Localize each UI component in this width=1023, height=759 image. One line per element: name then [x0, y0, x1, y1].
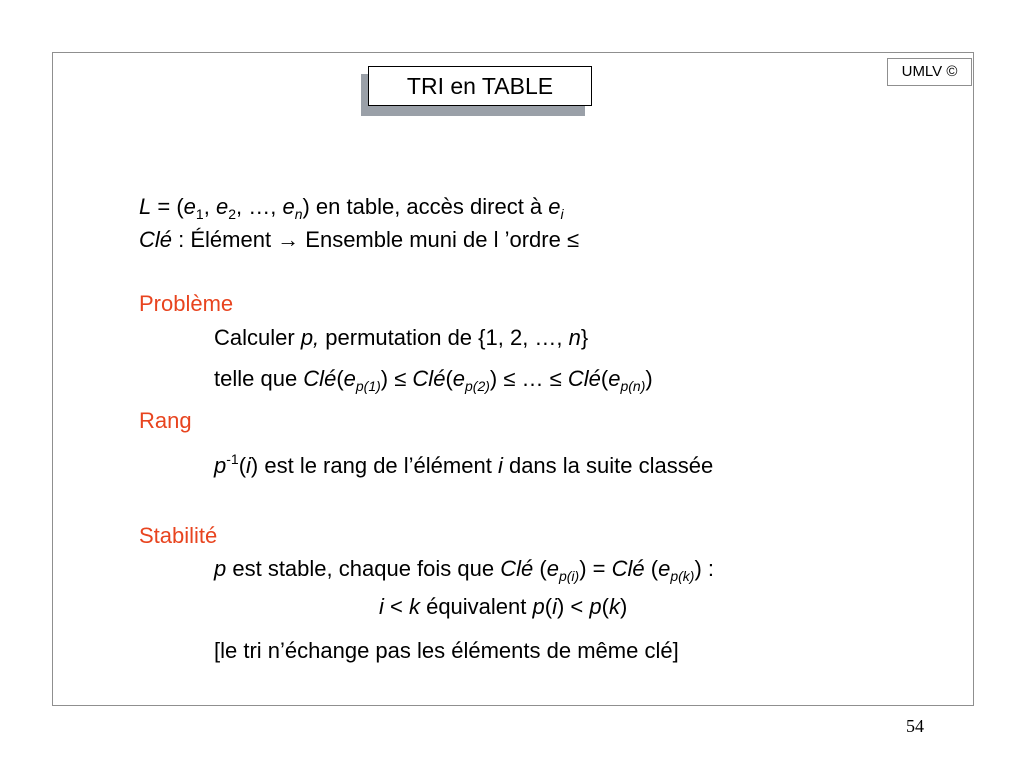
slide-title: TRI en TABLE: [368, 66, 592, 106]
stabilite-heading: Stabilité: [139, 523, 218, 548]
stabilite-note: [le tri n’échange pas les éléments de même clé]: [214, 638, 679, 663]
definition-line: $L = (e_1$, $e_2$, …, $e_n$) en table, accès direct à $e_i$: [139, 194, 564, 222]
rang-heading: Rang: [139, 408, 192, 433]
rang-line: $p^{-1}(i)$ est le rang de l’élément i dans la suite classée: [214, 451, 714, 478]
umlv-badge: UMLV ©: [887, 58, 972, 86]
key-definition-line: Clé : Élément → Ensemble muni de l ’ordre ≤: [139, 227, 580, 252]
page-number: 54: [906, 716, 924, 736]
probleme-line-1: Calculer p, permutation de {1, 2, …, n}: [214, 325, 589, 350]
probleme-line-2: telle que $Clé(e_{p(1)})$ ≤ $Clé(e_{p(2)})$ ≤ … ≤ $Clé(e_{p(n)})$: [214, 366, 653, 394]
stabilite-line-2: i < k équivalent p(i) < p(k): [379, 594, 628, 619]
stabilite-line-1: p est stable, chaque fois que Clé $(e_{p(i)})$ = Clé $(e_{p(k)})$ :: [214, 556, 714, 584]
probleme-heading: Problème: [139, 291, 234, 316]
